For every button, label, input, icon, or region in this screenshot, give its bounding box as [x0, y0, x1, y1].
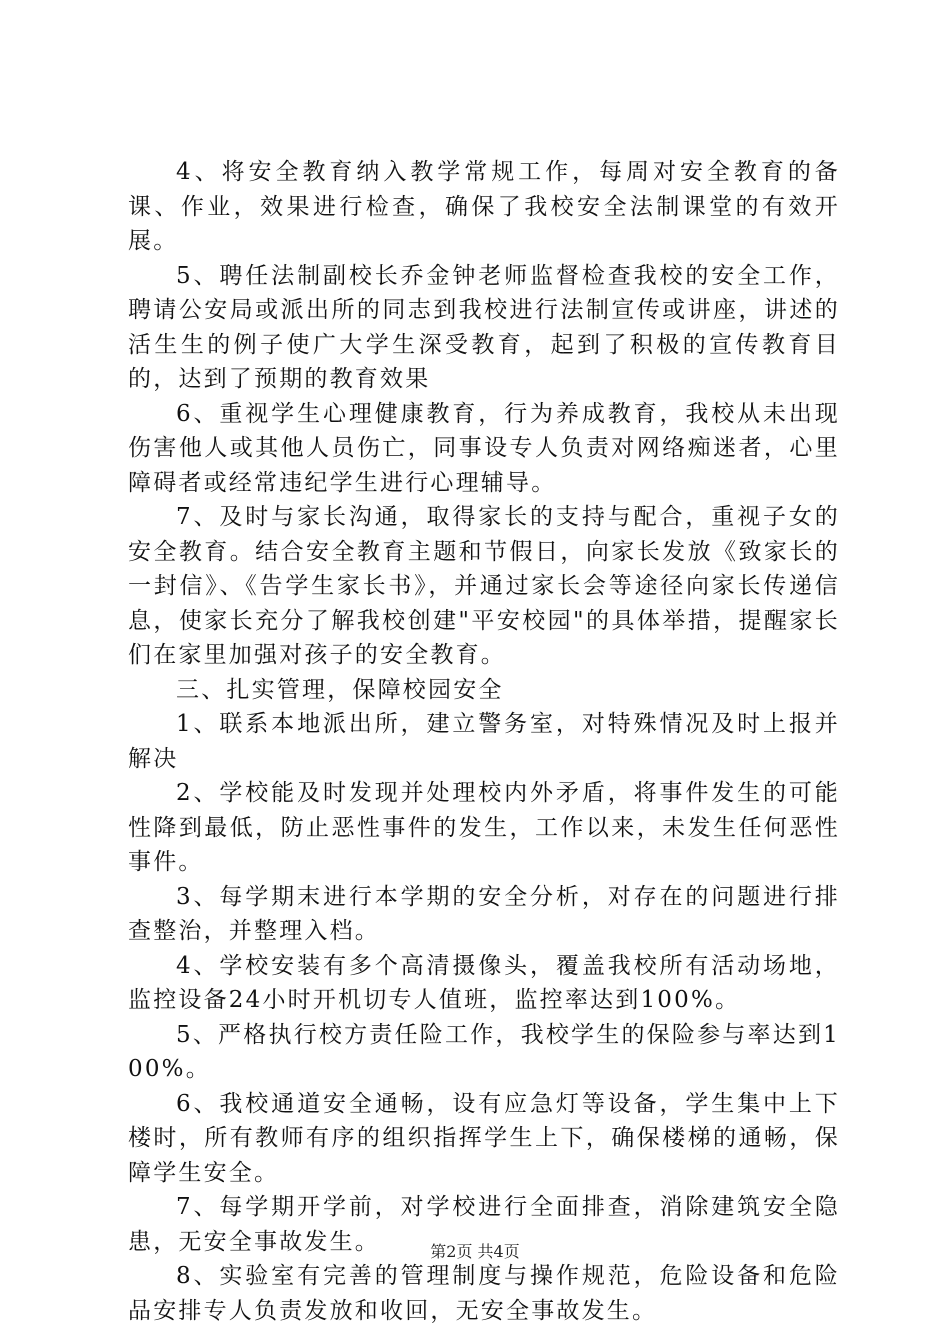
paragraph-item-5: 5、聘任法制副校长乔金钟老师监督检查我校的安全工作，聘请公安局或派出所的同志到我校进行法制宣传或讲座，讲述的活生生的例子使广大学生深受教育，起到了积极的宣传教育目的，达到了预期的教育效果 — [128, 262, 840, 392]
paragraph-item-8: 8、实验室有完善的管理制度与操作规范，危险设备和危险品安排专人负责发放和收回，无安全事故发生。 — [128, 1263, 840, 1324]
paragraph-item-1: 1、联系本地派出所，建立警务室，对特殊情况及时上报并解决 — [128, 711, 840, 772]
paragraph-item-6b: 6、我校通道安全通畅，设有应急灯等设备，学生集中上下楼时，所有教师有序的组织指挥学生上下，确保楼梯的通畅，保障学生安全。 — [128, 1090, 840, 1186]
paragraph-item-2: 2、学校能及时发现并处理校内外矛盾，将事件发生的可能性降到最低，防止恶性事件的发生，工作以来，未发生任何恶性事件。 — [128, 780, 840, 875]
paragraph-item-7: 7、及时与家长沟通，取得家长的支持与配合，重视子女的安全教育。结合安全教育主题和节假日，向家长发放《致家长的一封信》、《告学生家长书》，并通过家长会等途径向家长传递信息，使家长充分了解我校创建"平安校园"的具体举措，提醒家长们在家里加强对孩子的安全教育。 — [128, 504, 840, 668]
paragraph-item-5b: 5、严格执行校方责任险工作，我校学生的保险参与率达到100%。 — [128, 1021, 840, 1082]
section-heading: 三、扎实管理，保障校园安全 — [176, 676, 504, 703]
paragraph-item-6: 6、重视学生心理健康教育，行为养成教育，我校从未出现伤害他人或其他人员伤亡，同事设专人负责对网络痴迷者，心里障碍者或经常违纪学生进行心理辅导。 — [128, 400, 840, 496]
paragraph-item-3: 3、每学期末进行本学期的安全分析，对存在的问题进行排查整治，并整理入档。 — [128, 883, 840, 944]
document-body — [128, 155, 840, 1328]
page-number-footer: 第2页 共4页 — [430, 1242, 520, 1261]
paragraph-item-4b: 4、学校安装有多个高清摄像头，覆盖我校所有活动场地，监控设备24小时开机切专人值班，监控率达到100%。 — [128, 952, 840, 1013]
paragraph-item-7b: 7、每学期开学前，对学校进行全面排查，消除建筑安全隐患，无安全事故发生。 — [128, 1194, 840, 1255]
paragraph-item-4: 4、将安全教育纳入教学常规工作，每周对安全教育的备课、作业，效果进行检查，确保了我校安全法制课堂的有效开展。 — [128, 159, 840, 254]
